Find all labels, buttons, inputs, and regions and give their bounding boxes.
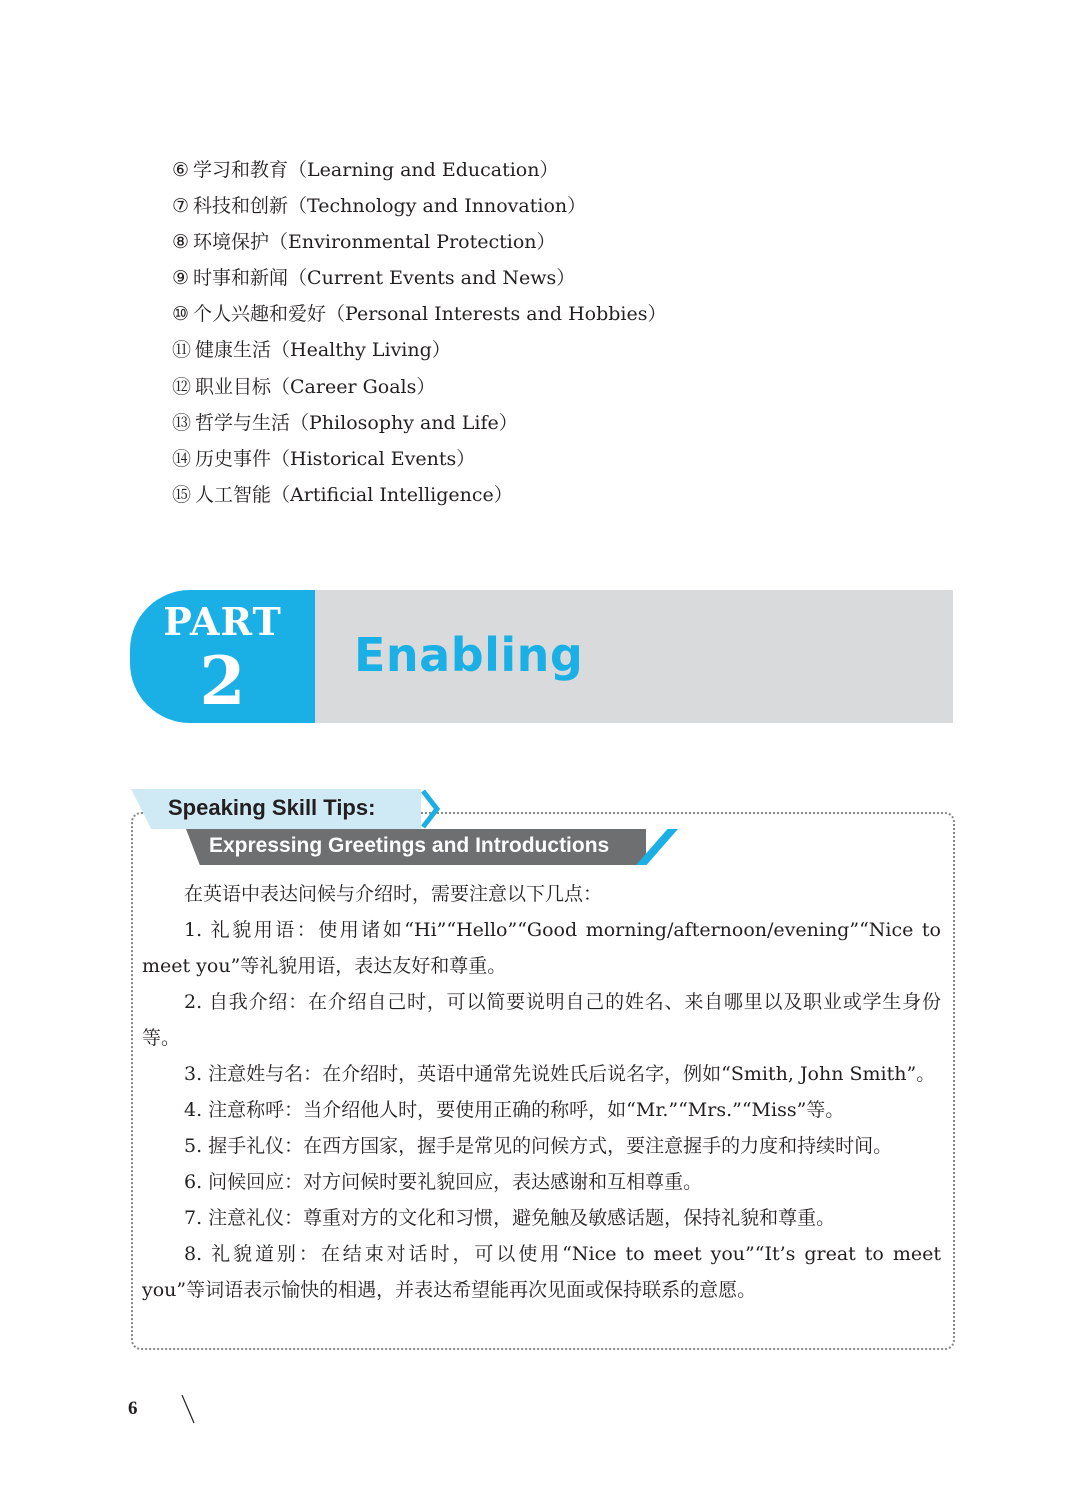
topic-text: 健康生活（Healthy Living）	[195, 339, 451, 362]
topic-number: ⑫	[172, 375, 192, 398]
topic-text: 学习和教育（Learning and Education）	[193, 159, 559, 181]
topic-number: ⑧	[172, 231, 190, 254]
topic-text: 人工智能（Artificial Intelligence）	[195, 483, 513, 506]
topic-item	[172, 441, 666, 477]
topic-item	[172, 477, 666, 513]
part-label: PART	[163, 599, 282, 644]
topic-text: 时事和新闻（Current Events and News）	[193, 267, 576, 290]
topic-item	[172, 152, 666, 188]
tips-paragraph: 在英语中表达问候与介绍时，需要注意以下几点：	[184, 883, 603, 905]
topic-text: 职业目标（Career Goals）	[195, 375, 436, 398]
topic-number: ⑬	[172, 411, 192, 434]
tips-paragraph: 5. 握手礼仪：在西方国家，握手是常见的问候方式，要注意握手的力度和持续时间。	[184, 1135, 893, 1157]
topic-item	[172, 369, 666, 405]
topic-text: 个人兴趣和爱好（Personal Interests and Hobbies）	[193, 303, 667, 326]
tips-body	[142, 876, 941, 1308]
topic-text: 科技和创新（Technology and Innovation）	[193, 195, 587, 218]
part-banner	[130, 590, 953, 723]
topic-list	[172, 152, 666, 513]
topic-text: 哲学与生活（Philosophy and Life）	[195, 411, 518, 434]
chevron-right-icon	[419, 789, 441, 829]
topic-number: ⑨	[172, 267, 190, 290]
topic-item	[172, 332, 666, 368]
topic-item	[172, 260, 666, 296]
topic-item	[172, 224, 666, 260]
topic-item	[172, 188, 666, 224]
topic-text: 环境保护（Environmental Protection）	[193, 231, 556, 254]
tips-paragraph: 8. 礼貌道别：在结束对话时，可以使用“Nice to meet you”“It’s great to meet you”等词语表示愉快的相遇，并表达希望能再次见面或保持联系的意愿。	[142, 1243, 941, 1301]
page-number: 6	[128, 1398, 138, 1419]
tips-paragraph: 3. 注意姓与名：在介绍时，英语中通常先说姓氏后说名字，例如“Smith, John Smith”。	[184, 1063, 936, 1085]
topic-item	[172, 405, 666, 441]
tips-heading: Speaking Skill Tips:	[168, 795, 376, 820]
tips-paragraph: 1. 礼貌用语：使用诸如“Hi”“Hello”“Good morning/afternoon/evening”“Nice to meet you”等礼貌用语，表达友好和尊重。	[142, 919, 941, 977]
topic-number: ⑮	[172, 483, 192, 506]
part-number: 2	[199, 642, 246, 720]
page-divider-slash	[180, 1394, 196, 1424]
tips-paragraph: 2. 自我介绍：在介绍自己时，可以简要说明自己的姓名、来自哪里以及职业或学生身份等。	[142, 991, 941, 1049]
section-title: Enabling	[354, 628, 584, 682]
tips-paragraph: 4. 注意称呼：当介绍他人时，要使用正确的称呼，如“Mr.”“Mrs.”“Miss”等。	[184, 1099, 845, 1121]
topic-item	[172, 296, 666, 332]
tips-paragraph: 6. 问候回应：对方问候时要礼貌回应，表达感谢和互相尊重。	[184, 1171, 703, 1193]
topic-number: ⑭	[172, 447, 192, 470]
tips-subheading: Expressing Greetings and Introductions	[209, 834, 610, 857]
tips-paragraph: 7. 注意礼仪：尊重对方的文化和习惯，避免触及敏感话题，保持礼貌和尊重。	[184, 1207, 836, 1229]
topic-number: ⑩	[172, 303, 190, 326]
topic-number: ⑦	[172, 195, 190, 218]
topic-number: ⑥	[172, 159, 190, 181]
topic-number: ⑪	[172, 339, 192, 362]
part-badge	[130, 590, 315, 723]
topic-text: 历史事件（Historical Events）	[195, 447, 476, 470]
